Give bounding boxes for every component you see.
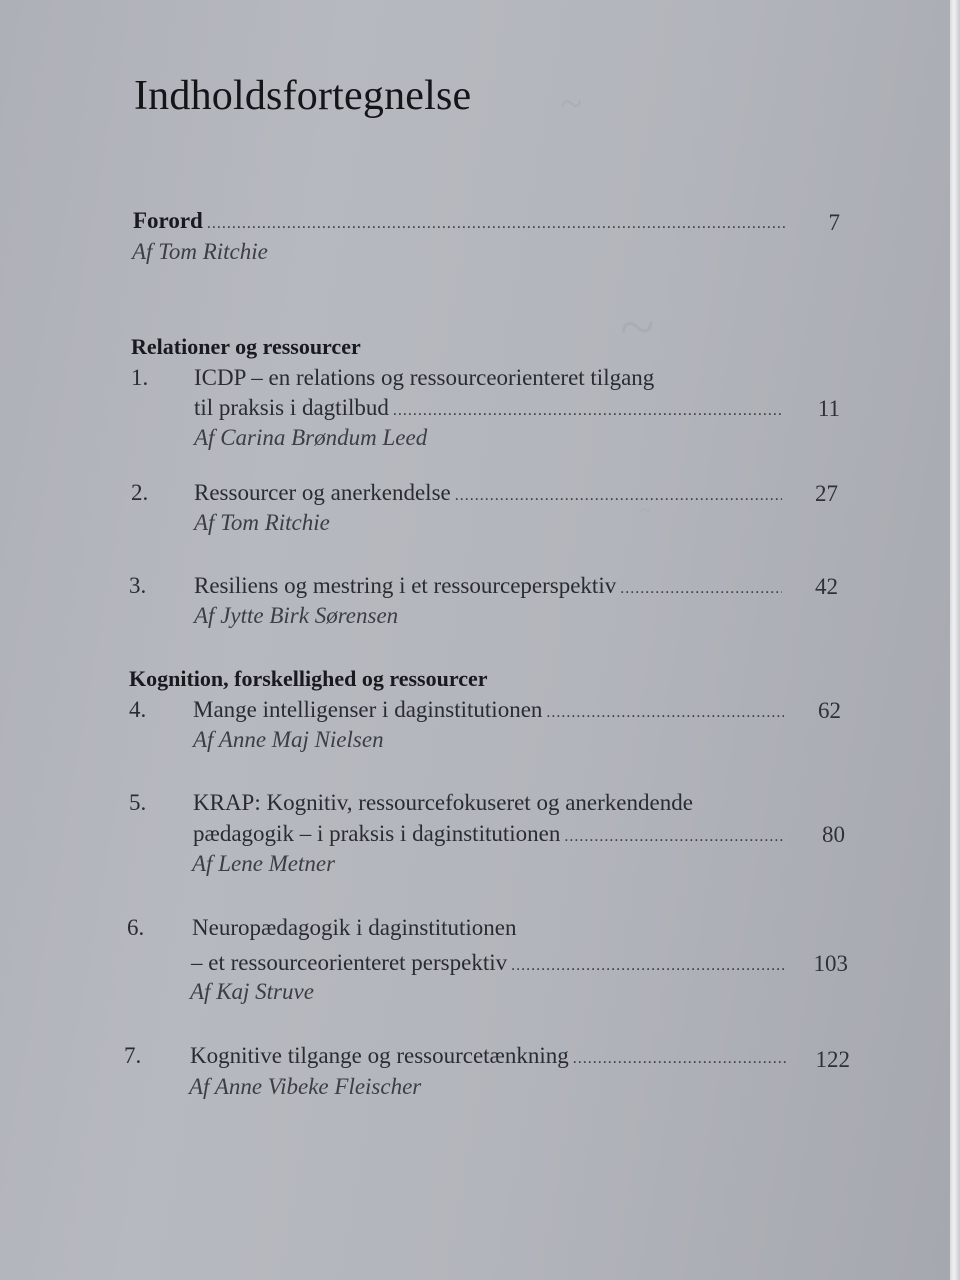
dot-leader (511, 957, 785, 975)
entry-title-line: – et ressourceorienteret perspektiv (191, 950, 508, 975)
entry-number: 1. (131, 365, 149, 390)
dot-leader (546, 704, 784, 722)
entry-title: Resiliens og mestring i et ressourceperspektiv (194, 573, 617, 598)
toc-entry-7 (190, 1043, 793, 1069)
entry-author: Af Jytte Birk Sørensen (194, 603, 399, 628)
toc-entry-3 (194, 573, 788, 599)
page-number: 27 (815, 481, 838, 506)
toc-entry-foreword (133, 208, 791, 234)
page-edge (950, 0, 960, 1280)
show-through-text: ~ (640, 500, 651, 522)
section-heading: Kognition, forskellighed og ressourcer (129, 666, 488, 691)
toc-entry-5 (193, 821, 791, 847)
entry-author: Af Lene Metner (192, 851, 336, 876)
page-number: 80 (822, 822, 845, 847)
entry-number: 5. (129, 790, 147, 815)
entry-author: Af Anne Vibeke Fleischer (189, 1074, 422, 1099)
page-number: 122 (815, 1047, 850, 1072)
show-through-text: ~ (620, 291, 657, 362)
dot-leader (573, 1050, 787, 1068)
dot-leader (455, 487, 782, 505)
entry-title: Neuropædagogik i daginstitutionen (192, 915, 517, 940)
dot-leader (620, 580, 782, 598)
entry-author: Af Carina Brøndum Leed (194, 425, 428, 450)
entry-title: KRAP: Kognitiv, ressourcefokuseret og anerkendende (193, 790, 693, 815)
entry-author: Af Tom Ritchie (132, 239, 268, 264)
entry-title: Ressourcer og anerkendelse (194, 480, 451, 505)
entry-number: 3. (129, 573, 147, 598)
entry-title: Forord (133, 208, 203, 233)
show-through-text: ~ (560, 81, 582, 126)
toc-entry-2 (194, 480, 788, 506)
entry-title: Kognitive tilgange og ressourcetænkning (190, 1043, 569, 1068)
entry-number: 7. (124, 1043, 142, 1068)
toc-entry-1 (194, 395, 788, 421)
toc-entry-6 (191, 950, 791, 976)
page-number: 42 (815, 574, 838, 599)
entry-author: Af Kaj Struve (190, 979, 314, 1004)
page-number: 103 (813, 951, 848, 976)
entry-author: Af Tom Ritchie (194, 510, 330, 535)
entry-number: 6. (127, 915, 145, 940)
entry-number: 2. (131, 480, 149, 505)
dot-leader (393, 402, 782, 420)
dot-leader (207, 215, 785, 233)
dot-leader (564, 828, 785, 846)
entry-title-line: til praksis i dagtilbud (194, 395, 389, 420)
entry-title: Mange intelligenser i daginstitutionen (193, 697, 543, 722)
entry-title: ICDP – en relations og ressourceorienteret tilgang (194, 365, 655, 390)
page-title: Indholdsfortegnelse (134, 73, 472, 119)
entry-number: 4. (129, 697, 147, 722)
toc-entry-4 (193, 697, 790, 723)
entry-title-line: pædagogik – i praksis i daginstitutionen (193, 821, 561, 846)
page-number: 62 (818, 698, 841, 723)
page-number: 11 (817, 396, 840, 421)
page-number: 7 (828, 210, 840, 235)
entry-author: Af Anne Maj Nielsen (193, 727, 384, 752)
section-heading: Relationer og ressourcer (131, 334, 361, 359)
